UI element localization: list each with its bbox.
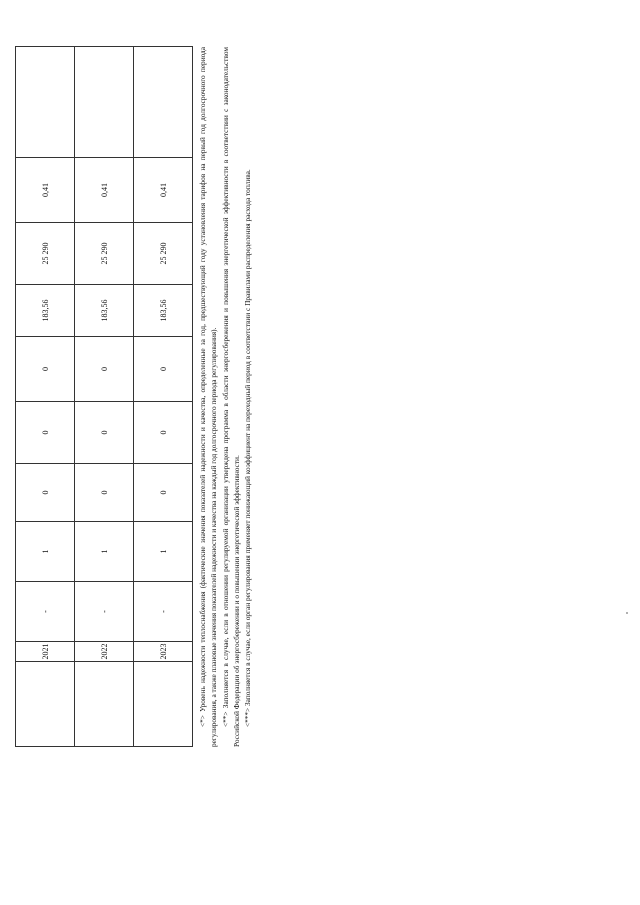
blank-cell xyxy=(134,662,193,747)
footnote-3: <***> Заполняется в случае, если орган регулирования применяет понижающий коэффициент на переходный период в соответствии с Правилами распределения расхода топлива. xyxy=(243,169,253,727)
value-cell: 183,56 xyxy=(75,285,134,337)
value-cell: 183,56 xyxy=(16,285,75,337)
value-cell: 0,41 xyxy=(134,158,193,223)
table-row xyxy=(16,47,75,747)
blank-cell xyxy=(75,662,134,747)
value-cell: 183,56 xyxy=(134,285,193,337)
value-cell: - xyxy=(16,582,75,642)
year-cell: 2022 xyxy=(75,642,134,662)
year-cell: 2021 xyxy=(16,642,75,662)
footnote-2: <**> Заполняется в случае, если в отношении регулируемой организации утверждена программа в области энергосбережения и повышения энергетической эффективности в соответствии с законодательством Российской Федерации об энергосбережении и о повышении энергетической эффективности. xyxy=(220,47,241,747)
value-cell: 0,41 xyxy=(75,158,134,223)
value-cell: 1 xyxy=(134,522,193,582)
value-cell: 0 xyxy=(134,337,193,402)
value-cell: 1 xyxy=(75,522,134,582)
value-cell: 0 xyxy=(134,464,193,522)
value-cell: 0 xyxy=(75,337,134,402)
blank-cell xyxy=(16,47,75,158)
value-cell: 0 xyxy=(16,337,75,402)
value-cell: - xyxy=(134,582,193,642)
table-row xyxy=(134,47,193,747)
value-cell: 0 xyxy=(16,464,75,522)
table-row xyxy=(75,47,134,747)
value-cell: - xyxy=(75,582,134,642)
value-cell: 25 290 xyxy=(134,223,193,285)
value-cell: 0 xyxy=(134,402,193,464)
value-cell: 25 290 xyxy=(16,223,75,285)
year-cell: 2023 xyxy=(134,642,193,662)
scan-speck xyxy=(626,612,628,614)
value-cell: 0,41 xyxy=(16,158,75,223)
value-cell: 0 xyxy=(75,402,134,464)
blank-cell xyxy=(16,662,75,747)
value-cell: 1 xyxy=(16,522,75,582)
blank-cell xyxy=(134,47,193,158)
rotated-page xyxy=(15,47,305,747)
footnotes xyxy=(197,47,253,747)
value-cell: 0 xyxy=(16,402,75,464)
footnote-1: <*> Уровень надежности теплоснабжения (фактические значения показателей надежности и качества, определенные за год, предшествующий году установления тарифов на первый год долгосрочного периода регулирования, а также плановые значения показателей надежности и качества на каждый год долгосрочного периода регулирования). xyxy=(198,47,219,747)
value-cell: 25 290 xyxy=(75,223,134,285)
value-cell: 0 xyxy=(75,464,134,522)
blank-cell xyxy=(75,47,134,158)
indicators-table xyxy=(15,46,193,747)
